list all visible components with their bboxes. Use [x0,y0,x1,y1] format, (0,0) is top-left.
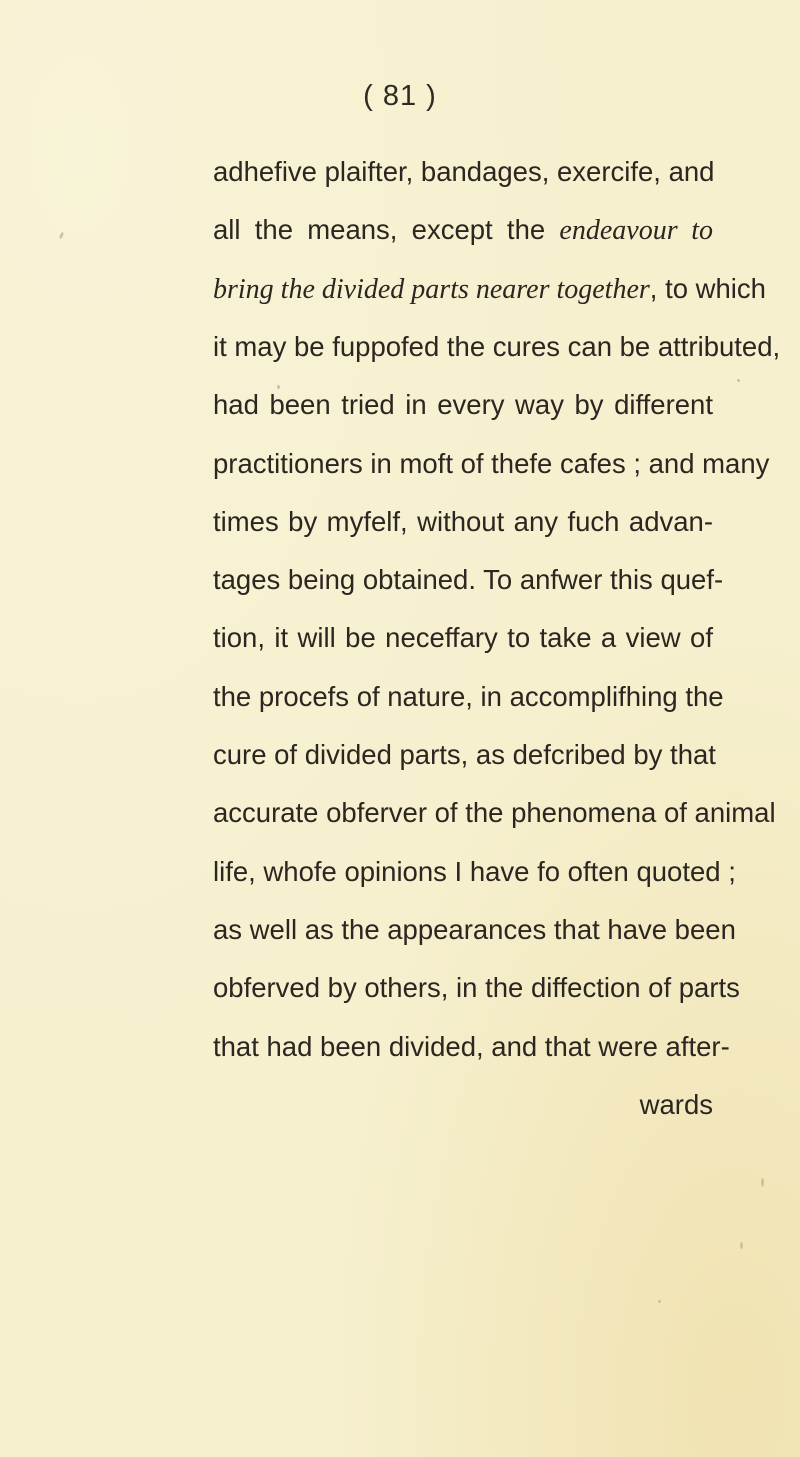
text-line [213,793,776,833]
paper-speck [737,379,740,382]
text-line [213,444,770,484]
paper-speck [658,1300,661,1303]
text-line [213,269,766,310]
paper-speck [740,1242,743,1249]
text-line [213,327,781,367]
text-run: adhefive plaifter, bandages, exercife, and [213,156,715,187]
paper-speck [761,1178,764,1187]
page-number: ( 81 ) [363,80,437,112]
text-run: , to which [649,272,766,304]
text-line [213,502,713,542]
text-run: tion, it will be neceffary to take a view of [213,622,713,654]
text-run: obferved by others, in the diffection of parts [213,972,740,1004]
text-line [213,910,736,950]
text-line [213,618,713,658]
text-line [213,735,716,775]
catchword: wards [639,1088,713,1120]
text-line [213,968,740,1008]
paper-speck [277,385,280,389]
paper-speck [59,232,65,240]
text-run: tages being obtained. To anfwer this quef- [213,564,724,596]
text-run: that had been divided, and that were after- [213,1030,730,1062]
italic-text: endeavour to [559,215,713,247]
text-run: had been tried in every way by different [213,389,713,421]
text-line [213,385,713,425]
text-run: accurate obferver of the phenomena of animal [213,797,776,829]
text-run: it may be fuppofed the cures can be attributed, [213,330,781,362]
text-run: times by myfelf, without any fuch advan- [213,505,713,537]
text-run: all the means, except the [213,214,560,246]
text-line [213,152,713,192]
text-line [213,852,736,892]
text-line [213,1027,730,1067]
text-line [213,677,724,717]
text-line [213,210,713,251]
italic-text: bring the divided parts nearer together [213,273,650,305]
text-run: the procefs of nature, in accomplifhing the [213,680,724,712]
text-run: cure of divided parts, as defcribed by that [213,739,716,770]
text-run: life, whofe opinions I have fo often quoted ; [213,855,736,887]
text-line [213,560,724,600]
text-run: practitioners in moft of thefe cafes ; and many [213,447,770,479]
text-run: as well as the appearances that have been [213,913,736,945]
